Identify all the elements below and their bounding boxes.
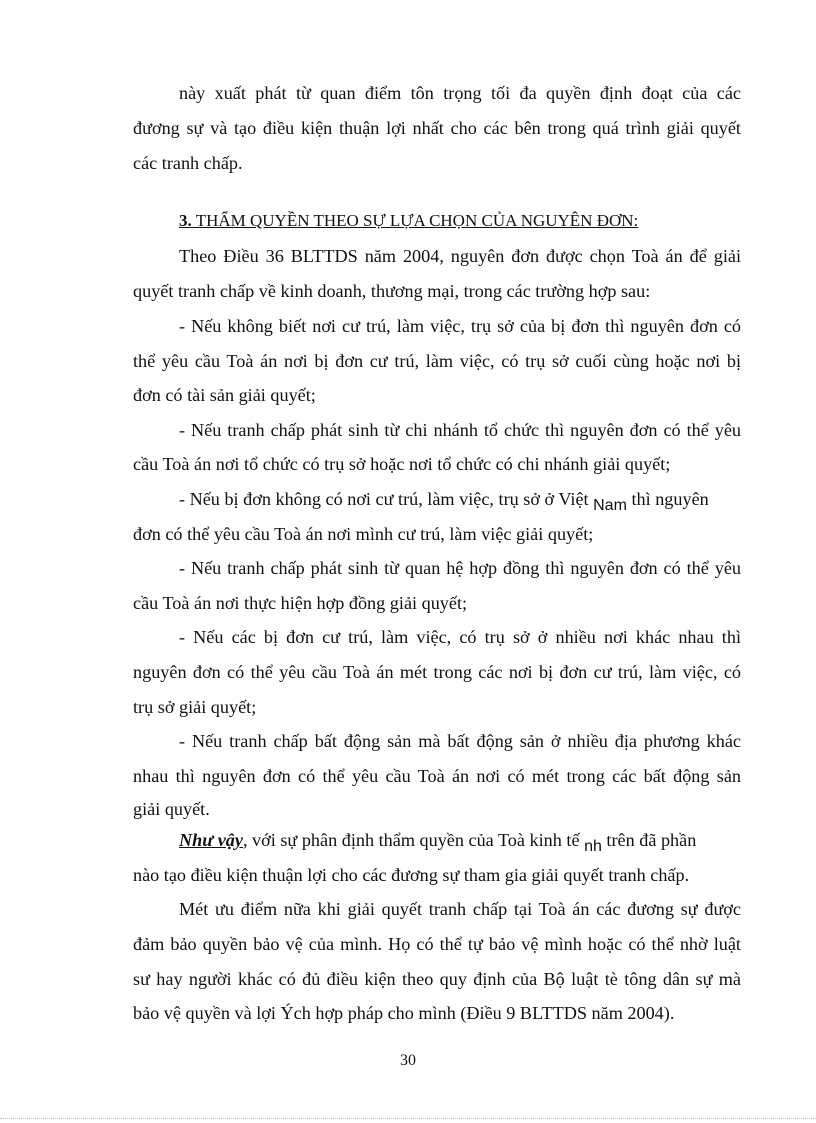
text-line: - Nếu tranh chấp bất động sản mà bất động sản ở nhiều địa phương khác: [179, 731, 741, 751]
text-line: giải quyết.: [133, 799, 210, 819]
text-line: [179, 488, 709, 512]
text-line: quyết tranh chấp về kinh doanh, thương mại, trong các trường hợp sau:: [133, 281, 651, 301]
text-line: [179, 829, 696, 853]
emphasis-phrase: Như vậy: [179, 830, 243, 850]
page-number: 30: [400, 1052, 416, 1069]
text-line: cầu Toà án nơi tổ chức có trụ sở hoặc nơi tổ chức có chi nhánh giải quyết;: [133, 454, 671, 474]
text-line: nguyên đơn có thể yêu cầu Toà án mét trong các nơi bị đơn cư trú, làm việc, có: [133, 662, 741, 682]
text-line: - Nếu tranh chấp phát sinh từ chi nhánh tổ chức thì nguyên đơn có thể yêu: [179, 420, 741, 440]
text-line: đảm bảo quyền bảo vệ của mình. Họ có thể tự bảo vệ mình hoặc có thể nhờ luật: [133, 934, 741, 954]
text-line: cầu Toà án nơi thực hiện hợp đồng giải quyết;: [133, 593, 468, 613]
text-line: nào tạo điều kiện thuận lợi cho các đương sự tham gia giải quyết tranh chấp.: [133, 865, 690, 885]
section-heading: [179, 210, 638, 232]
text-segment: - Nếu bị đơn không có nơi cư trú, làm việc, trụ sở ở Việt: [179, 489, 589, 509]
text-segment: trên đã phần: [606, 830, 697, 850]
text-line: này xuất phát từ quan điểm tôn trọng tối đa quyền định đoạt của các: [179, 83, 741, 103]
text-line: đương sự và tạo điều kiện thuận lợi nhất cho các bên trong quá trình giải quyết: [133, 118, 741, 138]
text-segment: , với sự phân định thẩm quyền của Toà kinh tế: [242, 830, 580, 850]
text-segment: nh: [584, 838, 602, 855]
text-line: thể yêu cầu Toà án nơi bị đơn cư trú, làm việc, có trụ sở cuối cùng hoặc nơi bị: [133, 351, 741, 371]
text-line: bảo vệ quyền và lợi Ých hợp pháp cho mình (Điều 9 BLTTDS năm 2004).: [133, 1003, 675, 1023]
text-line: đơn có tài sản giải quyết;: [133, 385, 316, 405]
text-line: nhau thì nguyên đơn có thể yêu cầu Toà án nơi có mét trong các bất động sản: [133, 766, 741, 786]
text-line: - Nếu không biết nơi cư trú, làm việc, trụ sở của bị đơn thì nguyên đơn có: [179, 316, 741, 336]
text-line: - Nếu tranh chấp phát sinh từ quan hệ hợp đồng thì nguyên đơn có thể yêu: [179, 558, 741, 578]
text-line: Theo Điều 36 BLTTDS năm 2004, nguyên đơn được chọn Toà án để giải: [179, 246, 741, 266]
text-line: các tranh chấp.: [133, 153, 243, 173]
text-segment: thì nguyên: [631, 489, 709, 509]
text-line: trụ sở giải quyết;: [133, 697, 257, 717]
section-number: 3.: [179, 211, 192, 230]
text-line: Mét ưu điểm nữa khi giải quyết tranh chấp tại Toà án các đương sự được: [179, 899, 741, 919]
text-line: - Nếu các bị đơn cư trú, làm việc, có trụ sở ở nhiều nơi khác nhau thì: [179, 627, 741, 647]
text-segment: Nam: [593, 497, 627, 514]
text-line: sư hay người khác có đủ điều kiện theo quy định của Bộ luật tè tông dân sự mà: [133, 969, 741, 989]
text-line: đơn có thể yêu cầu Toà án nơi mình cư trú, làm việc giải quyết;: [133, 524, 594, 544]
section-title: THẨM QUYỀN THEO SỰ LỰA CHỌN CỦA NGUYÊN ĐƠN:: [195, 211, 639, 230]
page-divider: [0, 1118, 816, 1119]
